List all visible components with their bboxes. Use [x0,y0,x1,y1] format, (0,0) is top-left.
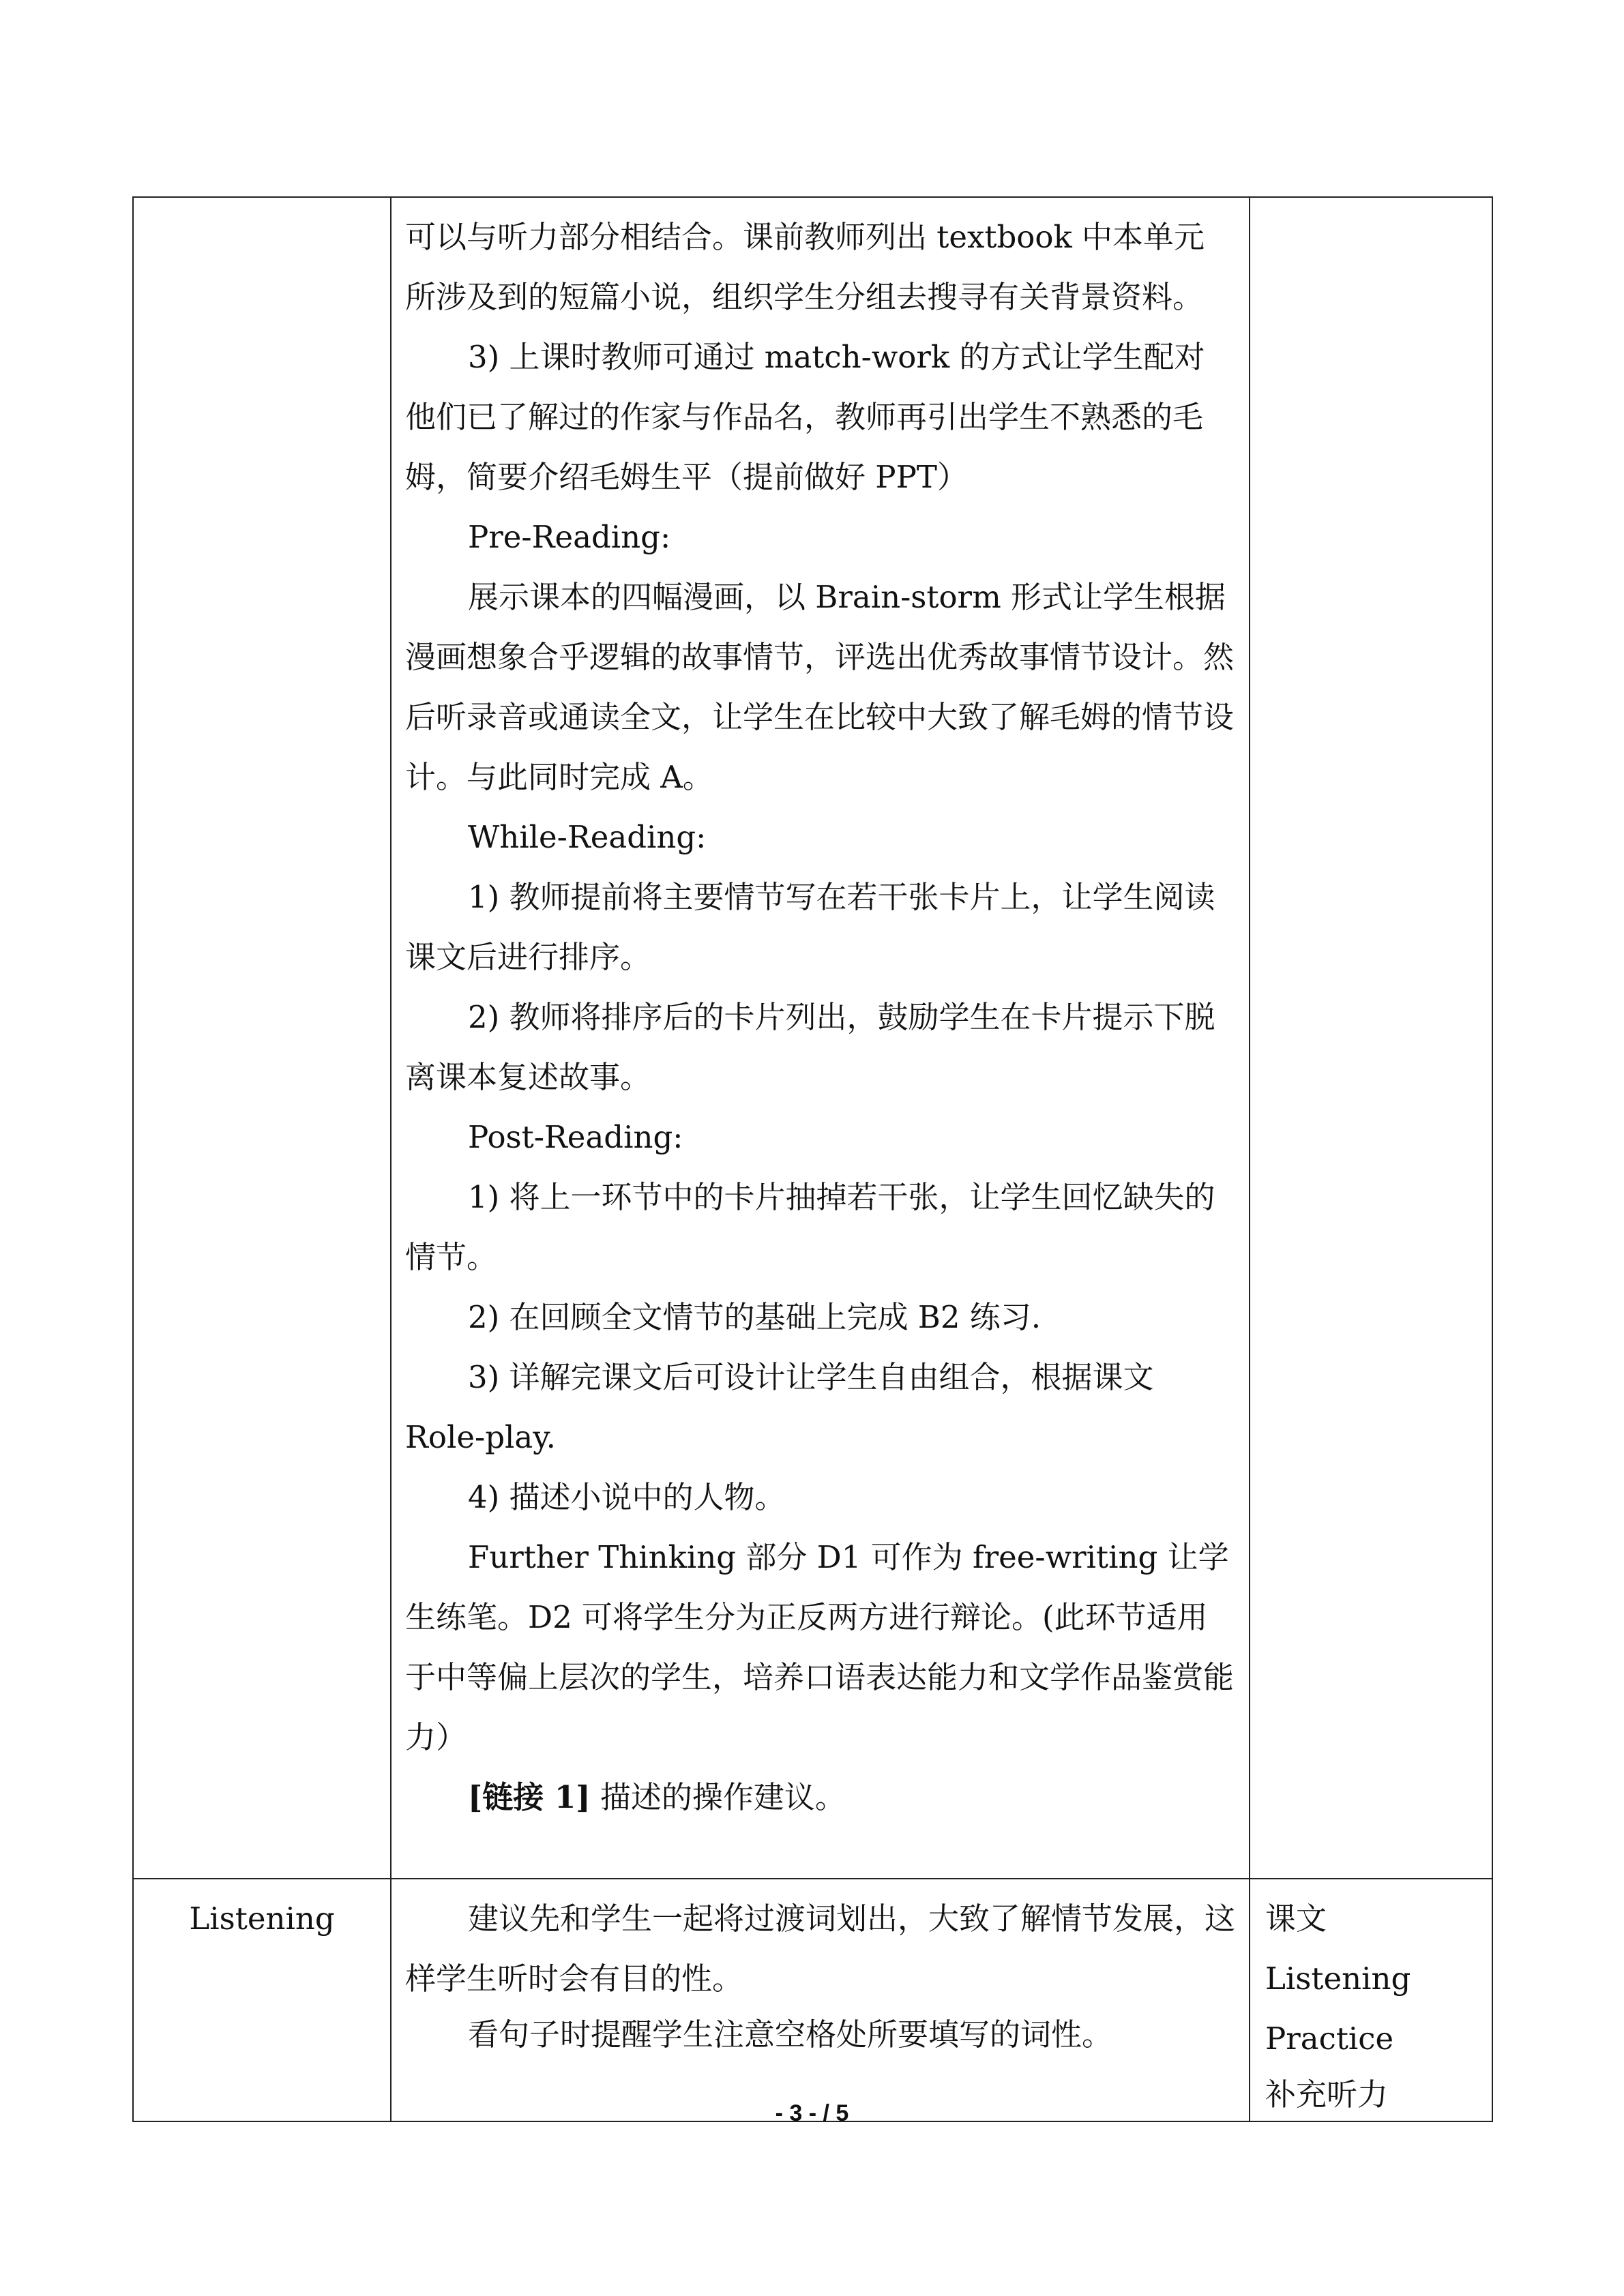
table-cell-stage [133,1879,391,2121]
page-number: - 3 - / 5 [775,2100,849,2126]
paragraph: 4) 描述小说中的人物。 [468,1479,786,1515]
paragraph: 可以与听力部分相结合。课前教师列出 textbook 中本单元所涉及到的短篇小说，组织学生分组去搜寻有关背景资料。 [405,219,1205,315]
paragraph: Further Thinking 部分 D1 可作为 free-writing 让学生练笔。D2 可将学生分为正反两方进行辩论。(此环节适用于中等偏上层次的学生，培养口语表达能力和文学作品鉴赏能力） [405,1539,1235,1755]
paragraph: 建议先和学生一起将过渡词划出，大致了解情节发展，这样学生听时会有目的性。 [405,1900,1236,1997]
material-line: Practice [1265,2021,1394,2057]
table-cell-stage [133,197,391,1879]
table-cell-procedure [391,1879,1250,2121]
procedure-text [392,198,1249,1828]
section-heading: Post-Reading: [468,1119,683,1155]
table-row [133,1879,1492,2121]
paragraph: 看句子时提醒学生注意空格处所要填写的词性。 [468,2016,1113,2053]
paragraph: 3) 上课时教师可通过 match-work 的方式让学生配对他们已了解过的作家与作品名，教师再引出学生不熟悉的毛姆，简要介绍毛姆生平（提前做好 PPT） [405,339,1205,495]
table-cell-materials [1250,1879,1492,2121]
paragraph: 展示课本的四幅漫画，以 Brain-storm 形式让学生根据漫画想象合乎逻辑的故事情节，评选出优秀故事情节设计。然后听录音或通读全文，让学生在比较中大致了解毛姆的情节设计。与此同时完成 A。 [405,579,1235,795]
procedure-text [392,1879,1249,2061]
paragraph: 2) 教师将排序后的卡片列出，鼓励学生在卡片提示下脱离课本复述故事。 [405,999,1215,1095]
link-text: 描述的操作建议。 [590,1779,846,1815]
stage-label: Listening [189,1900,335,1937]
materials-text [1250,198,1492,207]
section-heading: While-Reading: [468,819,707,855]
paragraph: 3) 详解完课文后可设计让学生自由组合，根据课文 Role-play. [405,1359,1154,1455]
materials-text [1250,1879,1492,2121]
material-line: 课文 Listening [1265,1900,1411,1997]
table-row [133,197,1492,1879]
link-label: [链接 1] [468,1779,591,1815]
paragraph: 1) 将上一环节中的卡片抽掉若干张，让学生回忆缺失的情节。 [405,1179,1215,1275]
link-paragraph [405,1768,1235,1828]
section-heading: Pre-Reading: [468,519,671,555]
lesson-plan-table [132,196,1493,2122]
table-cell-materials [1250,197,1492,1879]
table-cell-procedure [391,197,1250,1879]
stage-label [134,198,390,207]
paragraph: 2) 在回顾全文情节的基础上完成 B2 练习. [468,1299,1042,1335]
paragraph: 1) 教师提前将主要情节写在若干张卡片上，让学生阅读课文后进行排序。 [405,879,1215,975]
material-line: 补充听力 [1265,2076,1389,2113]
